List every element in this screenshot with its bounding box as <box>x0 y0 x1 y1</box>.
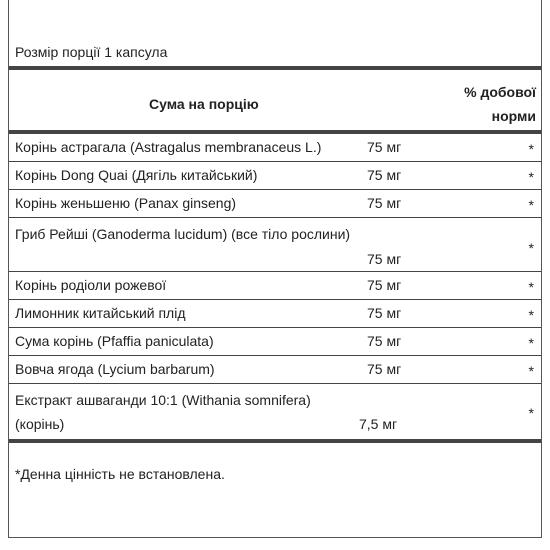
ingredient-daily-value: * <box>528 405 534 421</box>
row-divider <box>9 299 541 300</box>
amount-per-serving-header: Сума на порцію <box>149 96 259 112</box>
ingredient-daily-value: * <box>528 279 534 295</box>
ingredient-name: Корінь родіоли рожевої <box>15 277 167 293</box>
ingredient-amount: 75 мг <box>367 195 402 211</box>
ingredient-amount: 75 мг <box>367 277 402 293</box>
row-divider <box>9 217 541 218</box>
ingredient-name: Лимонник китайський плід <box>15 305 186 321</box>
ingredient-amount: 7,5 мг <box>359 416 398 432</box>
ingredient-amount: 75 мг <box>367 139 402 155</box>
ingredient-name: Корінь Dong Quai (Дягіль китайський) <box>15 167 258 183</box>
ingredient-name: Гриб Рейші (Ganoderma lucidum) (все тіло рослини) <box>15 226 351 242</box>
row-divider <box>9 271 541 272</box>
ingredient-daily-value: * <box>528 307 534 323</box>
row-divider <box>9 161 541 162</box>
ingredient-name: Корінь женьшеню (Panax ginseng) <box>15 195 237 211</box>
daily-value-header-line1: % добової <box>464 84 536 100</box>
ingredient-amount: 75 мг <box>367 361 402 377</box>
ingredient-amount: 75 мг <box>367 251 402 267</box>
divider-thick <box>9 130 541 134</box>
ingredient-name: Екстракт ашваганди 10:1 (Withania somnifera) <box>15 392 311 408</box>
row-divider <box>9 327 541 328</box>
ingredient-name-continued: (корінь) <box>15 416 65 432</box>
row-divider <box>9 383 541 384</box>
row-divider <box>9 189 541 190</box>
ingredient-name: Сума корінь (Pfaffia paniculata) <box>15 333 214 349</box>
divider-thick <box>9 66 541 70</box>
serving-size: Розмір порції 1 капсула <box>15 44 168 60</box>
row-divider <box>9 355 541 356</box>
ingredient-daily-value: * <box>528 240 534 256</box>
supplement-facts-panel <box>8 0 542 538</box>
ingredient-amount: 75 мг <box>367 305 402 321</box>
footnote: *Денна цінність не встановлена. <box>15 466 225 482</box>
ingredient-daily-value: * <box>528 335 534 351</box>
ingredient-daily-value: * <box>528 169 534 185</box>
daily-value-header-line2: норми <box>491 108 536 124</box>
ingredient-daily-value: * <box>528 363 534 379</box>
ingredient-daily-value: * <box>528 197 534 213</box>
ingredient-amount: 75 мг <box>367 167 402 183</box>
ingredient-daily-value: * <box>528 141 534 157</box>
divider-thick <box>9 439 541 443</box>
ingredient-name: Корінь астрагала (Astragalus membranaceus L.) <box>15 139 322 155</box>
ingredient-amount: 75 мг <box>367 333 402 349</box>
ingredient-name: Вовча ягода (Lycium barbarum) <box>15 361 215 377</box>
